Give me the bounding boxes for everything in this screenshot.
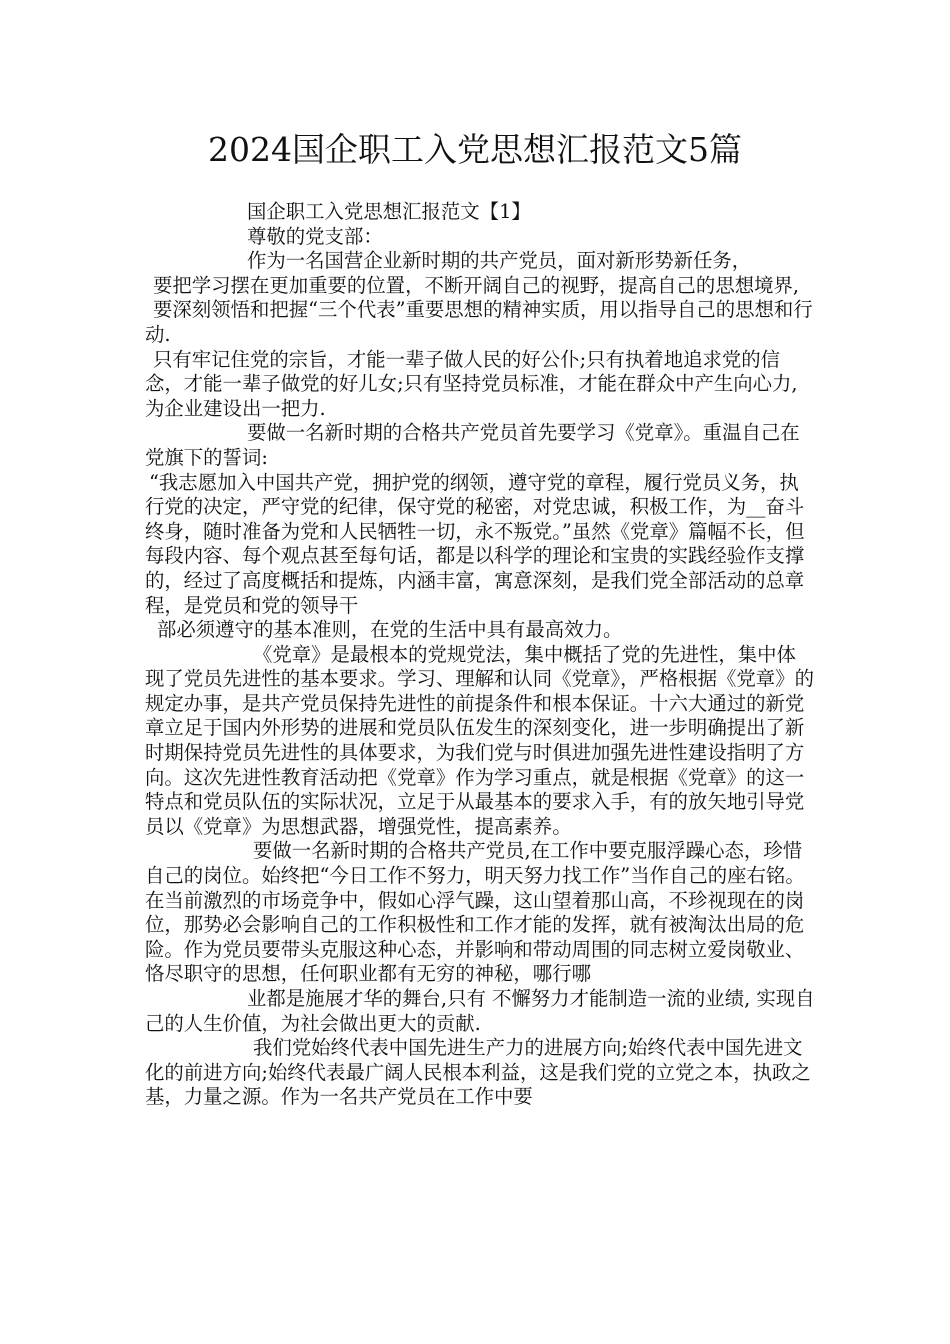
- paragraph: 部必须遵守的基本准则，在党的生活中具有最高效力。: [157, 618, 623, 642]
- paragraph: 要做一名新时期的合格共产党员首先要学习《党章》。重温自己在党旗下的誓词:: [145, 421, 800, 469]
- salutation: 尊敬的党支部：: [247, 224, 383, 248]
- paragraph: 作为一名国营企业新时期的共产党员，面对新形势新任务，: [247, 249, 752, 273]
- paragraph: 业都是施展才华的舞台,只有 不懈努力才能制造一流的业绩, 实现自己的人生价值，为社会做出更大的贡献.: [145, 987, 815, 1035]
- paragraph: 《党章》是最根本的党规党法，集中概括了党的先进性，集中体现了党员先进性的基本要求。学习、理解和认同《党章》，严格根据《党章》的规定办事，是共产党员保持先进性的前提条件和根本保证。十六大通过的新党章立足于国内外形势的进展和党员队伍发生的深刻变化，进一步明确提出了新时期保持党员先进性的具体要求，为我们党与时俱进加强先进性建设指明了方向。这次先进性教育活动把《党章》作为学习重点，就是根据《党章》的这一特点和党员队伍的实际状况，立足于从最基本的要求入手，有的放矢地引导党员以《党章》为思想武器，增强党性，提高素养。: [145, 642, 814, 838]
- paragraph: 要把学习摆在更加重要的位置，不断开阔自己的视野，提高自己的思想境界,: [153, 273, 800, 297]
- paragraph: 要深刻领悟和把握“三个代表”重要思想的精神实质，用以指导自己的思想和行动.: [145, 298, 813, 346]
- section-heading: 国企职工入党思想汇报范文【1】: [247, 200, 531, 223]
- document-body: [145, 200, 815, 1110]
- paragraph: 只有牢记住党的宗旨，才能一辈子做人民的好公仆;只有执着地追求党的信念，才能一辈子做党的好儿女;只有坚持党员标准，才能在群众中产生向心力,为企业建设出一把力.: [145, 347, 798, 420]
- paragraph: 要做一名新时期的合格共产党员,在工作中要克服浮躁心态，珍惜自己的岗位。始终把“今日工作不努力，明天努力找工作”当作自己的座右铭。在当前激烈的市场竞争中，假如心浮气躁，这山望着那山高，不珍视现在的岗位，那势必会影响自己的工作积极性和工作才能的发挥，就有被淘汰出局的危险。作为党员要带头克服这种心态，并影响和带动周围的同志树立爱岗敬业、恪尽职守的思想，任何职业都有无穷的神秘，哪行哪: [145, 839, 805, 986]
- oath-paragraph: “我志愿加入中国共产党，拥护党的纲领，遵守党的章程，履行党员义务，执行党的决定，严守党的纪律，保守党的秘密，对党忠诚，积极工作，为__奋斗终身，随时准备为党和人民牺牲一切，永不叛党。”虽然《党章》篇幅不长，但每段内容、每个观点甚至每句话，都是以科学的理论和宝贵的实践经验作支撑的，经过了高度概括和提炼，内涵丰富，寓意深刻，是我们党全部活动的总章程，是党员和党的领导干: [145, 470, 805, 617]
- document-title: 2024国企职工入党思想汇报范文5篇: [208, 130, 742, 169]
- paragraph: 我们党始终代表中国先进生产力的进展方向;始终代表中国先进文化的前进方向;始终代表最广阔人民根本利益，这是我们党的立党之本，执政之基，力量之源。作为一名共产党员在工作中要: [145, 1036, 811, 1109]
